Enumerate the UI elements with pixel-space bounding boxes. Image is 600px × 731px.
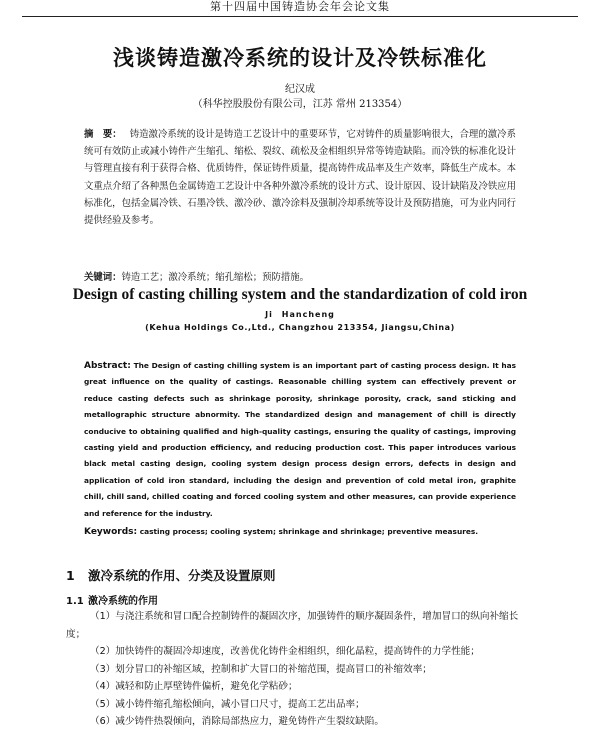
list-item: （4）减轻和防止厚壁铸件偏析，避免化学粘砂； [90,681,298,692]
section-heading [66,566,276,584]
section-title: 激冷系统的作用、分类及设置原则 [88,568,276,583]
paper-title-en: Design of casting chilling system and the standardization of cold iron [72,286,528,303]
affiliation-zh: （科华控股股份有限公司，江苏 常州 213354） [192,99,408,110]
author-zh: 纪汉成 [285,84,315,95]
running-header: 第十四届中国铸造协会年会论文集 [210,0,390,13]
keywords-text-en: casting process; cooling system; shrinkage and shrinkage; preventive measures. [139,527,479,536]
list-item: （3）划分冒口的补缩区域，控制和扩大冒口的补缩范围，提高冒口的补缩效率； [90,663,432,675]
abstract-en [84,358,516,522]
abstract-label-zh: 摘 要： [84,129,122,140]
list-item: （5）减小铸件缩孔缩松倾向，减小冒口尺寸，提高工艺出品率； [90,698,365,710]
keywords-zh [84,269,516,283]
list-item: （2）加快铸件的凝固冷却速度，改善优化铸件金相组织，细化晶粒，提高铸件的力学性能； [90,646,480,657]
abstract-zh [84,126,516,229]
abstract-text-en: The Design of casting chilling system is an important part of casting process design. It has great influence on the quality of castings. Reasonable chilling system can effectively prevent or reduce casting defects such as shrinkage porosity, shrinkage porosity, crack, sand sticking and metallographic structure abnormity. The standardized design and management of chill is directly conducive to obtaining qualified and high-quality castings, ensuring the quality of castings, improving casting yield and production efficiency, and reducing production cost. This paper introduces various black metal casting design, cooling system design process design errors, defects in design and application of cold iron standard, including the design and prevention of cold metal iron, graphite chill, chill sand, chilled coating and forced cooling system and other measures, can provide experience and reference for the industry. [84,361,516,518]
keywords-en [84,527,516,537]
affiliation-en: (Kehua Holdings Co.,Ltd., Changzhou 213354, Jiangsu,China) [145,323,455,332]
paper-title-zh: 浅谈铸造激冷系统的设计及冷铁标准化 [113,46,487,70]
keywords-label-en: Keywords: [84,527,138,537]
keywords-text-zh: 铸造工艺；激冷系统；缩孔缩松；预防措施。 [121,272,310,283]
abstract-label-en: Abstract: [84,361,131,371]
subsection-number: 1.1 [66,596,84,607]
body-paragraph: （1）与浇注系统和冒口配合控制铸件的凝固次序，加强铸件的顺序凝固条件，增加冒口的纵向补缩长度； [66,611,519,640]
body-text [66,608,536,731]
abstract-text-zh: 铸造激冷系统的设计是铸造工艺设计中的重要环节，它对铸件的质量影响很大，合理的激冷系统可有效防止或减小铸件产生缩孔、缩松、裂纹、疏松及金相组织异常等铸造缺陷。而冷铁的标准化设计与管理直接有利于获得合格、优质铸件，保证铸件质量，提高铸件成品率及生产效率，降低生产成本。本文重点介绍了各种黑色金属铸造工艺设计中各种外激冷系统的设计方式、设计原因、设计缺陷及冷铁应用标准化，包括金属冷铁、石墨冷铁、激冷砂、激冷涂料及强制冷却系统等设计及预防措施，可为业内同行提供经验及参考。 [84,129,516,227]
header-rule [22,16,578,17]
section-number: 1 [66,568,75,583]
subsection-heading [66,592,158,607]
keywords-label-zh: 关键词： [84,272,122,283]
author-en: Ji Hancheng [265,310,335,319]
list-item: （6）减少铸件热裂倾向，消除局部热应力，避免铸件产生裂纹缺陷。 [90,716,384,727]
subsection-title: 激冷系统的作用 [88,596,158,607]
